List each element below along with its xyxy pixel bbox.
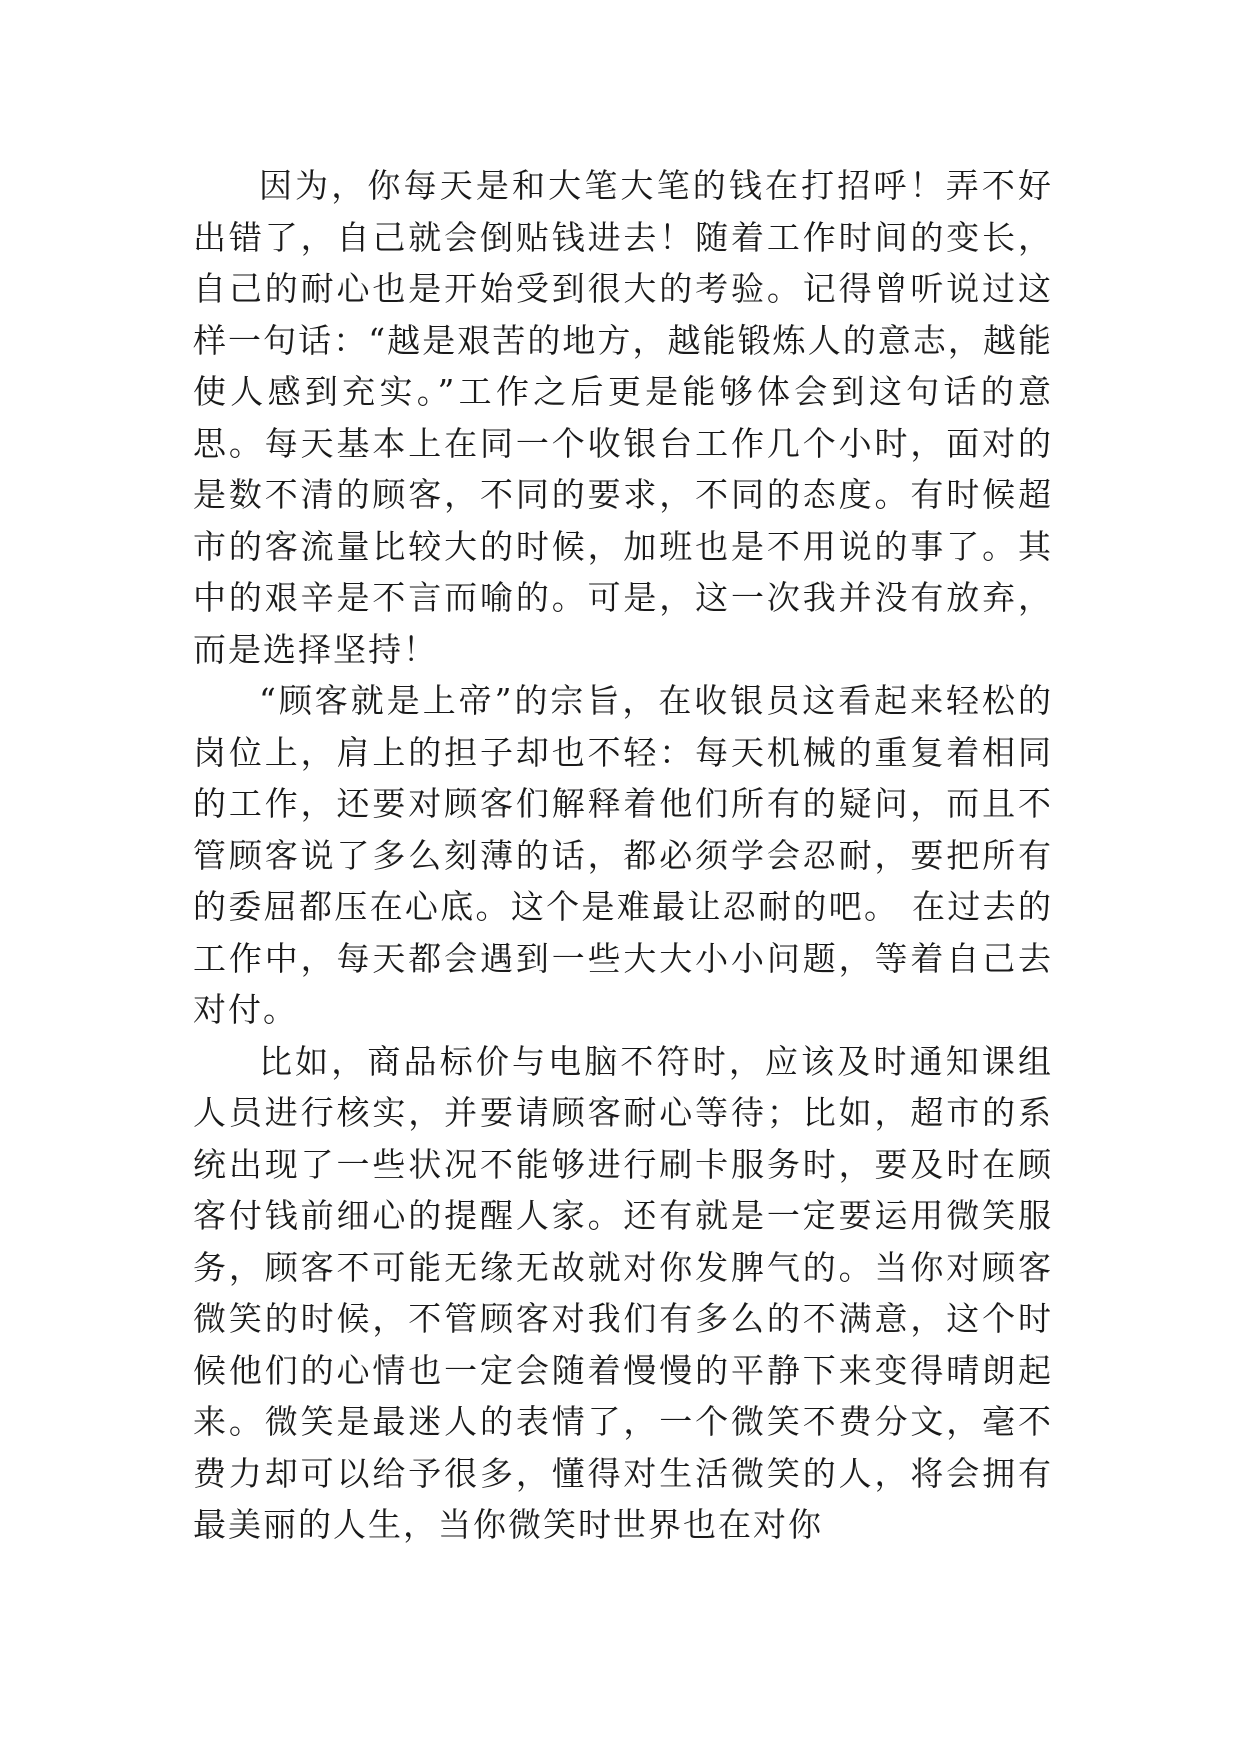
paragraph-2: “顾客就是上帝”的宗旨，在收银员这看起来轻松的岗位上，肩上的担子却也不轻：每天机械的重复着相同的工作，还要对顾客们解释着他们所有的疑问，而且不管顾客说了多么刻薄的话，都必须学会忍耐，要把所有的委屈都压在心底。这个是难最让忍耐的吧。 在过去的工作中，每天都会遇到一些大大小小问题，等着自己去对付。 (193, 681, 1053, 1029)
paragraph-1: 因为，你每天是和大笔大笔的钱在打招呼！弄不好出错了，自己就会倒贴钱进去！随着工作时间的变长，自己的耐心也是开始受到很大的考验。记得曾听说过这样一句话：“越是艰苦的地方，越能锻炼人的意志，越能使人感到充实。”工作之后更是能够体会到这句话的意思。每天基本上在同一个收银台工作几个小时，面对的是数不清的顾客，不同的要求，不同的态度。有时候超市的客流量比较大的时候，加班也是不用说的事了。其中的艰辛是不言而喻的。可是，这一次我并没有放弃，而是选择坚持！ (193, 166, 1053, 669)
document-body (193, 160, 1053, 1551)
paragraph-3: 比如，商品标价与电脑不符时，应该及时通知课组人员进行核实，并要请顾客耐心等待；比如，超市的系统出现了一些状况不能够进行刷卡服务时，要及时在顾客付钱前细心的提醒人家。还有就是一定要运用微笑服务，顾客不可能无缘无故就对你发脾气的。当你对顾客微笑的时候，不管顾客对我们有多么的不满意，这个时候他们的心情也一定会随着慢慢的平静下来变得晴朗起来。微笑是最迷人的表情了，一个微笑不费分文，毫不费力却可以给予很多，懂得对生活微笑的人，将会拥有最美丽的人生，当你微笑时世界也在对你 (193, 1041, 1053, 1544)
